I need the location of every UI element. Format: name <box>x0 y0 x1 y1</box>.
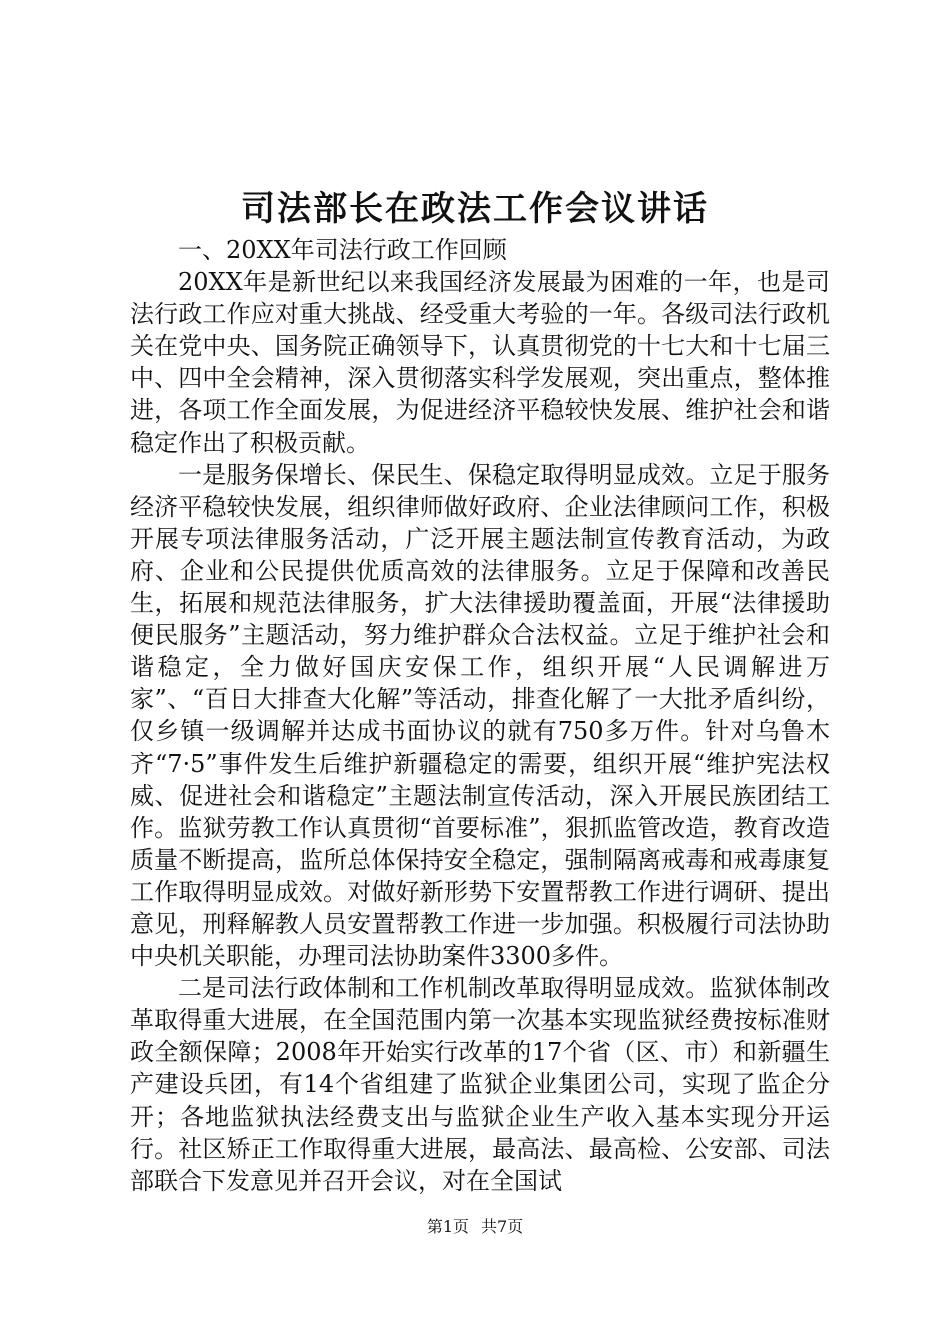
body-paragraph: 一是服务保增长、保民生、保稳定取得明显成效。立足于服务经济平稳较快发展，组织律师做好政府、企业法律顾问工作，积极开展专项法律服务活动，广泛开展主题法制宣传教育活动，为政府、企业和公民提供优质高效的法律服务。立足于保障和改善民生，拓展和规范法律服务，扩大法律援助覆盖面，开展“法律援助便民服务”主题活动，努力维护群众合法权益。立足于维护社会和谐稳定，全力做好国庆安保工作，组织开展“人民调解进万家”、“百日大排查大化解”等活动，排查化解了一大批矛盾纠纷，仅乡镇一级调解并达成书面协议的就有750多万件。针对乌鲁木齐“7·5”事件发生后维护新疆稳定的需要，组织开展“维护宪法权威、促进社会和谐稳定”主题法制宣传活动，深入开展民族团结工作。监狱劳教工作认真贯彻“首要标准”，狠抓监管改造，教育改造质量不断提高，监所总体保持安全稳定，强制隔离戒毒和戒毒康复工作取得明显成效。对做好新形势下安置帮教工作进行调研、提出意见，刑释解教人员安置帮教工作进一步加强。积极履行司法协助中央机关职能，办理司法协助案件3300多件。 <box>130 460 830 971</box>
body-paragraph: 20XX年是新世纪以来我国经济发展最为困难的一年，也是司法行政工作应对重大挑战、经受重大考验的一年。各级司法行政机关在党中央、国务院正确领导下，认真贯彻党的十七大和十七届三中、四中全会精神，深入贯彻落实科学发展观，突出重点，整体推进，各项工作全面发展，为促进经济平稳较快发展、维护社会和谐稳定作出了积极贡献。 <box>130 268 830 457</box>
body-paragraph: 二是司法行政体制和工作机制改革取得明显成效。监狱体制改革取得重大进展，在全国范围内第一次基本实现监狱经费按标准财政全额保障；2008年开始实行改革的17个省（区、市）和新疆生产建设兵团，有14个省组建了监狱企业集团公司，实现了监企分开；各地监狱执法经费支出与监狱企业生产收入基本实现分开运行。社区矫正工作取得重大进展，最高法、最高检、公安部、司法部联合下发意见并召开会议，对在全国试 <box>130 974 830 1195</box>
page-footer <box>0 1215 950 1239</box>
page-number: 第1页 <box>426 1217 469 1236</box>
section-heading: 一、20XX年司法行政工作回顾 <box>178 236 507 264</box>
document-body <box>130 234 830 1197</box>
document-title: 司法部长在政法工作会议讲话 <box>241 189 709 229</box>
page-total: 共7页 <box>481 1217 524 1236</box>
